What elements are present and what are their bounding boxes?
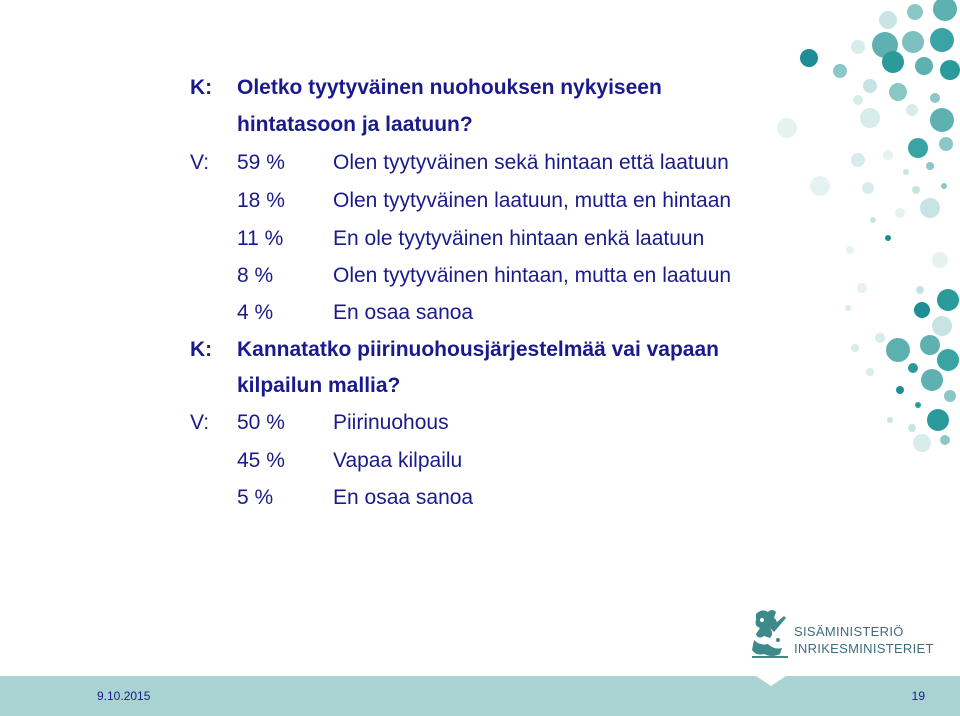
answer-percent: 18 % [237, 189, 285, 212]
answer-percent: 8 % [237, 264, 274, 287]
footer-date: 9.10.2015 [97, 689, 151, 703]
lion-crest-icon [748, 606, 792, 662]
ministry-logo [748, 606, 938, 662]
question-text-line1: Oletko tyytyväinen nuohouksen nykyiseen [237, 76, 662, 99]
page-number: 19 [911, 689, 925, 703]
answer-text: Olen tyytyväinen hintaan, mutta en laatuun [333, 264, 732, 287]
answer-percent: 4 % [237, 301, 274, 324]
footer-bar [0, 676, 960, 716]
footer-notch-icon [756, 676, 786, 686]
answer-text: Olen tyytyväinen sekä hintaan että laatuun [333, 151, 729, 174]
question-prefix: K: [190, 338, 213, 361]
answer-percent: 50 % [237, 411, 285, 434]
answer-percent: 5 % [237, 486, 274, 509]
answer-prefix: V: [190, 151, 210, 174]
answer-text: En osaa sanoa [333, 486, 474, 509]
question-text-line2: kilpailun mallia? [237, 374, 401, 397]
answer-text: En osaa sanoa [333, 301, 474, 324]
answer-text: Olen tyytyväinen laatuun, mutta en hintaan [333, 189, 732, 212]
question-text-line2: hintatasoon ja laatuun? [237, 113, 473, 136]
answer-prefix: V: [190, 411, 210, 434]
answer-percent: 11 % [237, 227, 284, 250]
ministry-name-swedish: INRIKESMINISTERIET [794, 641, 934, 656]
answer-percent: 45 % [237, 449, 285, 472]
question-prefix: K: [190, 76, 213, 99]
ministry-name-finnish: SISÄMINISTERIÖ [794, 624, 904, 639]
answer-text: En ole tyytyväinen hintaan enkä laatuun [333, 227, 705, 250]
question-text-line1: Kannatatko piirinuohousjärjestelmää vai vapaan [237, 338, 719, 361]
answer-percent: 59 % [237, 151, 285, 174]
answer-text: Vapaa kilpailu [333, 449, 463, 472]
answer-text: Piirinuohous [333, 411, 449, 434]
